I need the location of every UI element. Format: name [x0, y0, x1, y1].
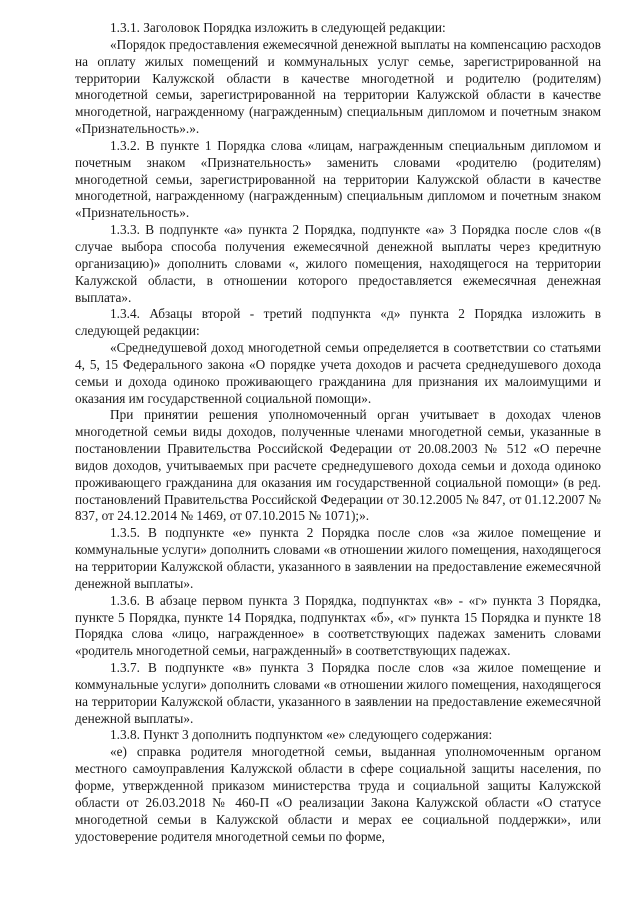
paragraph-1-3-2: 1.3.2. В пункте 1 Порядка слова «лицам, награжденным специальным дипломом и почетным знаком «Признательность» заменить словами «родителю (родителям) многодетной семьи, зарегистрированной на территории Калужской области в качестве многодетной, награжденному (награжденным) специальным дипломом и почетным знаком «Признательность».	[75, 137, 601, 221]
subparagraph-e: «е) справка родителя многодетной семьи, выданная уполномоченным органом местного самоуправления Калужской области в сфере социальной защиты населения, по форме, утвержденной приказом министерства труда и социальной защиты Калужской области от 26.03.2018 № 460-П «О реализации Закона Калужской области «О статусе многодетной семьи в Калужской области и мерах ее социальной поддержки», или удостоверение родителя многодетной семьи по форме,	[75, 744, 601, 844]
paragraph-1-3-4: 1.3.4. Абзацы второй - третий подпункта «д» пункта 2 Порядка изложить в следующей редакции:	[75, 306, 601, 339]
paragraph-1-3-5: 1.3.5. В подпункте «е» пункта 2 Порядка после слов «за жилое помещение и коммунальные услуги» дополнить словами «в отношении жилого помещения, находящегося на территории Калужской области, указанного в заявлении на предоставление ежемесячной денежной выплаты».	[75, 525, 601, 591]
paragraph-1-3-7: 1.3.7. В подпункте «в» пункта 3 Порядка после слов «за жилое помещение и коммунальные услуги» дополнить словами «в отношении жилого помещения, находящегося на территории Калужской области, указанного в заявлении на предоставление ежемесячной денежной выплаты».	[75, 660, 601, 726]
paragraph-1-3-6: 1.3.6. В абзаце первом пункта 3 Порядка, подпунктах «в» - «г» пункта 3 Порядка, пункте 5 Порядка, пункте 14 Порядка, подпунктах «б», «г» пункта 15 Порядка и пункте 18 Порядка слова «лицо, награжденное» в соответствующих падежах заменить словами «родитель многодетной семьи, награжденный» в соответствующих падежах.	[75, 592, 601, 659]
quoted-income-definition: «Среднедушевой доход многодетной семьи определяется в соответствии со статьями 4, 5, 15 Федерального закона «О порядке учета доходов и расчета среднедушевого дохода семьи и дохода одиноко проживающего гражданина для признания их малоимущими и оказания им государственной социальной помощи».	[75, 340, 601, 406]
quoted-order-title: «Порядок предоставления ежемесячной денежной выплаты на компенсацию расходов на оплату жилых помещений и коммунальных услуг семье, зарегистрированной на территории Калужской области в качестве многодетной и родителю (родителям) многодетной семьи, зарегистрированной на территории Калужской области в качестве многодетной, награжденному (награжденным) специальным дипломом и почетным знаком «Признательность».».	[75, 36, 601, 137]
paragraph-1-3-8: 1.3.8. Пункт 3 дополнить подпунктом «е» следующего содержания:	[110, 727, 493, 743]
paragraph-1-3-3: 1.3.3. В подпункте «а» пункта 2 Порядка, подпункте «а» 3 Порядка после слов «(в случае выбора способа получения ежемесячной денежной выплаты через кредитную организацию)» дополнить словами «, жилого помещения, находящегося на территории Калужской области, в отношении которого предоставляется ежемесячная денежная выплата».	[75, 222, 601, 305]
income-types-paragraph: При принятии решения уполномоченный орган учитывает в доходах членов многодетной семьи виды доходов, полученные членами многодетной семьи, указанные в постановлении Правительства Российской Федерации от 20.08.2003 № 512 «О перечне видов доходов, учитываемых при расчете среднедушевого дохода семьи и дохода одиноко проживающего гражданина для оказания им государственной социальной помощи» (в ред. постановлений Правительства Российской Федерации от 30.12.2005 № 847, от 01.12.2007 № 837, от 24.12.2014 № 1469, от 07.10.2015 № 1071);».	[75, 407, 601, 524]
paragraph-1-3-1: 1.3.1. Заголовок Порядка изложить в следующей редакции:	[110, 20, 446, 35]
